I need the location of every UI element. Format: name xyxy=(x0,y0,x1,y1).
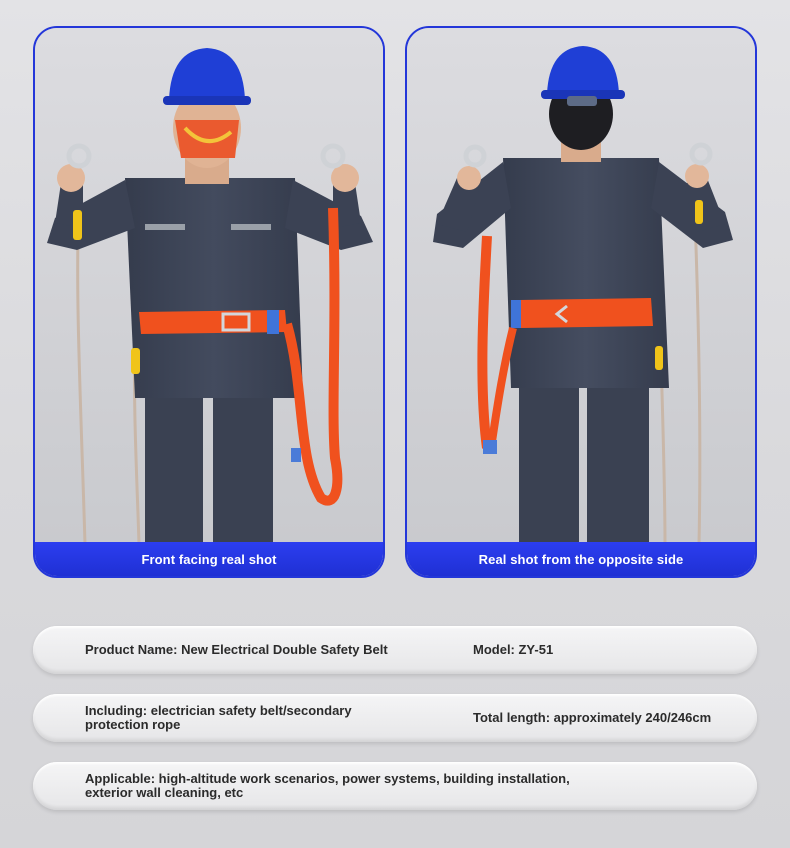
back-photo-card xyxy=(405,26,757,578)
model-text: Model: ZY-51 xyxy=(473,642,554,657)
spec-row-applicable xyxy=(33,762,757,810)
product-name-text: Product Name: New Electrical Double Safety Belt xyxy=(85,642,388,657)
front-photo-caption: Front facing real shot xyxy=(35,542,383,576)
back-view-photo xyxy=(407,28,755,544)
front-photo-card xyxy=(33,26,385,578)
back-photo-caption: Real shot from the opposite side xyxy=(407,542,755,576)
spec-row-product xyxy=(33,626,757,674)
total-length-text: Total length: approximately 240/246cm xyxy=(473,710,712,725)
including-text: Including: electrician safety belt/secondary protection rope xyxy=(85,703,352,732)
applicable-text: Applicable: high-altitude work scenarios, power systems, building installation, exterior wall cleaning, etc xyxy=(85,771,570,800)
spec-row-contents xyxy=(33,694,757,742)
front-view-photo xyxy=(35,28,383,544)
